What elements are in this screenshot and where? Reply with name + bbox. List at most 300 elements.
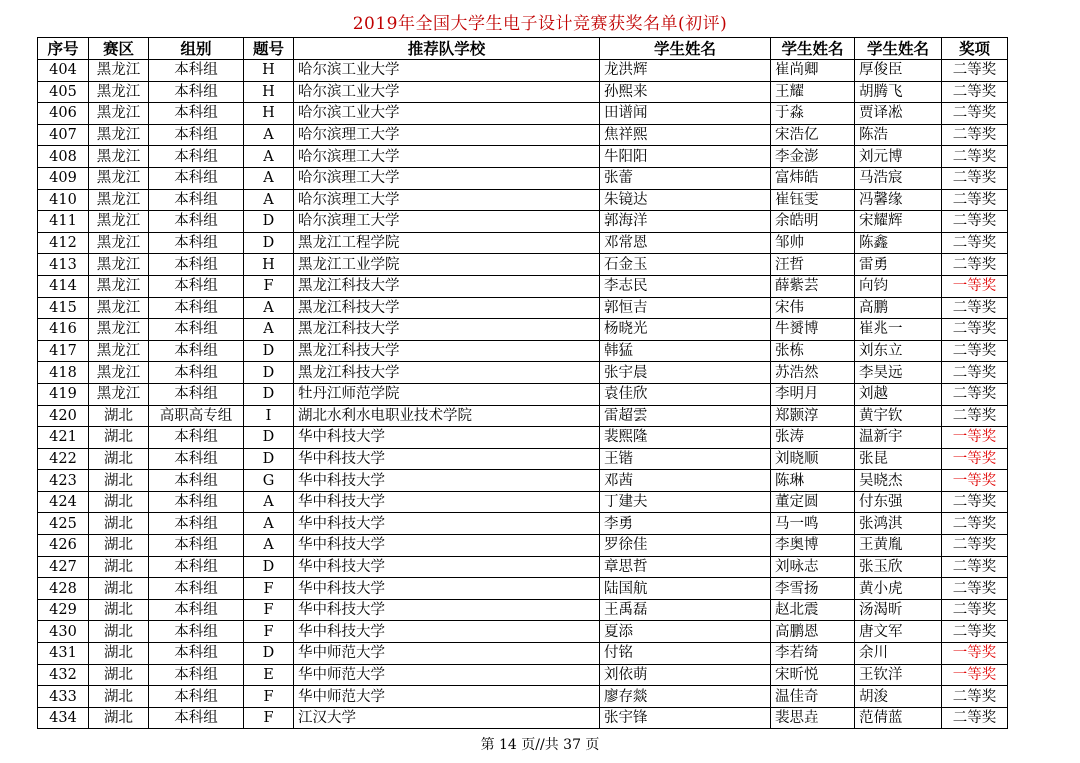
- cell-award: 二等奖: [942, 707, 1008, 729]
- cell-topic-no: G: [244, 470, 294, 492]
- cell-topic-no: A: [244, 189, 294, 211]
- cell-award: 二等奖: [942, 297, 1008, 319]
- cell-topic-no: D: [244, 362, 294, 384]
- cell-region: 黑龙江: [89, 254, 149, 276]
- cell-group: 本科组: [149, 319, 244, 341]
- cell-serial-no: 423: [38, 470, 89, 492]
- cell-group: 本科组: [149, 513, 244, 535]
- cell-student-name-2: 王耀: [771, 81, 855, 103]
- cell-award: 二等奖: [942, 599, 1008, 621]
- cell-region: 湖北: [89, 427, 149, 449]
- cell-topic-no: D: [244, 211, 294, 233]
- cell-group: 本科组: [149, 297, 244, 319]
- cell-region: 湖北: [89, 707, 149, 729]
- table-row: [38, 643, 1008, 665]
- cell-region: 黑龙江: [89, 232, 149, 254]
- cell-serial-no: 416: [38, 319, 89, 341]
- cell-school: 黑龙江科技大学: [294, 297, 600, 319]
- cell-student-name-1: 孙熙来: [600, 81, 771, 103]
- cell-student-name-3: 王黄胤: [855, 535, 942, 557]
- cell-school: 黑龙江科技大学: [294, 340, 600, 362]
- cell-school: 华中科技大学: [294, 470, 600, 492]
- cell-award: 二等奖: [942, 81, 1008, 103]
- cell-school: 黑龙江工程学院: [294, 232, 600, 254]
- cell-region: 黑龙江: [89, 383, 149, 405]
- cell-student-name-1: 朱镜达: [600, 189, 771, 211]
- cell-serial-no: 404: [38, 60, 89, 82]
- cell-topic-no: F: [244, 578, 294, 600]
- cell-award: 二等奖: [942, 578, 1008, 600]
- table-row: [38, 124, 1008, 146]
- cell-student-name-2: 薛紫芸: [771, 275, 855, 297]
- cell-student-name-1: 焦祥熙: [600, 124, 771, 146]
- cell-group: 本科组: [149, 167, 244, 189]
- cell-serial-no: 431: [38, 643, 89, 665]
- table-header-row: [38, 38, 1008, 60]
- cell-student-name-1: 郭恒吉: [600, 297, 771, 319]
- cell-student-name-3: 刘越: [855, 383, 942, 405]
- cell-student-name-2: 宋伟: [771, 297, 855, 319]
- cell-region: 黑龙江: [89, 60, 149, 82]
- cell-region: 黑龙江: [89, 103, 149, 125]
- cell-student-name-1: 刘依萌: [600, 664, 771, 686]
- table-row: [38, 556, 1008, 578]
- cell-school: 华中科技大学: [294, 556, 600, 578]
- cell-group: 本科组: [149, 599, 244, 621]
- cell-topic-no: I: [244, 405, 294, 427]
- cell-topic-no: A: [244, 124, 294, 146]
- cell-group: 本科组: [149, 60, 244, 82]
- cell-award: 一等奖: [942, 427, 1008, 449]
- cell-award: 二等奖: [942, 254, 1008, 276]
- cell-student-name-2: 裴思垚: [771, 707, 855, 729]
- cell-award: 二等奖: [942, 146, 1008, 168]
- cell-student-name-3: 黄宇钦: [855, 405, 942, 427]
- cell-serial-no: 434: [38, 707, 89, 729]
- cell-serial-no: 430: [38, 621, 89, 643]
- cell-topic-no: H: [244, 81, 294, 103]
- cell-student-name-1: 李志民: [600, 275, 771, 297]
- cell-region: 黑龙江: [89, 211, 149, 233]
- table-row: [38, 513, 1008, 535]
- cell-region: 湖北: [89, 664, 149, 686]
- cell-region: 湖北: [89, 470, 149, 492]
- cell-student-name-1: 韩猛: [600, 340, 771, 362]
- table-row: [38, 686, 1008, 708]
- cell-student-name-3: 范倩蓝: [855, 707, 942, 729]
- document-title: 2019年全国大学生电子设计竞赛获奖名单(初评): [352, 14, 728, 34]
- cell-group: 本科组: [149, 578, 244, 600]
- cell-student-name-1: 邓常恩: [600, 232, 771, 254]
- table-row: [38, 405, 1008, 427]
- cell-topic-no: F: [244, 599, 294, 621]
- cell-student-name-1: 杨晓光: [600, 319, 771, 341]
- cell-school: 哈尔滨理工大学: [294, 211, 600, 233]
- cell-student-name-1: 张蕾: [600, 167, 771, 189]
- cell-group: 本科组: [149, 707, 244, 729]
- award-table: [37, 37, 1008, 729]
- cell-award: 二等奖: [942, 535, 1008, 557]
- cell-school: 哈尔滨工业大学: [294, 103, 600, 125]
- cell-topic-no: A: [244, 535, 294, 557]
- cell-student-name-2: 余皓明: [771, 211, 855, 233]
- cell-student-name-3: 黄小虎: [855, 578, 942, 600]
- cell-student-name-3: 汤渴昕: [855, 599, 942, 621]
- cell-serial-no: 410: [38, 189, 89, 211]
- cell-group: 本科组: [149, 275, 244, 297]
- cell-group: 本科组: [149, 232, 244, 254]
- cell-student-name-1: 付铭: [600, 643, 771, 665]
- table-row: [38, 491, 1008, 513]
- cell-student-name-2: 李若绮: [771, 643, 855, 665]
- cell-award: 二等奖: [942, 167, 1008, 189]
- cell-student-name-3: 雷勇: [855, 254, 942, 276]
- cell-student-name-2: 李明月: [771, 383, 855, 405]
- cell-serial-no: 424: [38, 491, 89, 513]
- cell-group: 本科组: [149, 448, 244, 470]
- cell-serial-no: 405: [38, 81, 89, 103]
- cell-school: 华中科技大学: [294, 491, 600, 513]
- cell-school: 华中科技大学: [294, 578, 600, 600]
- cell-group: 本科组: [149, 211, 244, 233]
- cell-topic-no: H: [244, 60, 294, 82]
- cell-student-name-2: 李雪扬: [771, 578, 855, 600]
- cell-student-name-1: 李勇: [600, 513, 771, 535]
- cell-student-name-3: 刘元博: [855, 146, 942, 168]
- cell-region: 黑龙江: [89, 340, 149, 362]
- cell-group: 本科组: [149, 383, 244, 405]
- cell-serial-no: 433: [38, 686, 89, 708]
- cell-serial-no: 432: [38, 664, 89, 686]
- cell-group: 本科组: [149, 254, 244, 276]
- cell-region: 湖北: [89, 621, 149, 643]
- cell-student-name-2: 张栋: [771, 340, 855, 362]
- cell-topic-no: D: [244, 340, 294, 362]
- header-award: 奖项: [942, 38, 1008, 60]
- cell-serial-no: 426: [38, 535, 89, 557]
- cell-award: 一等奖: [942, 664, 1008, 686]
- cell-topic-no: A: [244, 167, 294, 189]
- cell-school: 黑龙江工业学院: [294, 254, 600, 276]
- cell-award: 二等奖: [942, 686, 1008, 708]
- cell-serial-no: 420: [38, 405, 89, 427]
- cell-award: 二等奖: [942, 383, 1008, 405]
- cell-topic-no: F: [244, 686, 294, 708]
- cell-topic-no: A: [244, 146, 294, 168]
- cell-topic-no: D: [244, 556, 294, 578]
- page-footer: 第 14 页//共 37 页: [480, 737, 600, 753]
- cell-student-name-1: 夏添: [600, 621, 771, 643]
- cell-serial-no: 409: [38, 167, 89, 189]
- cell-serial-no: 419: [38, 383, 89, 405]
- header-student-1: 学生姓名: [600, 38, 771, 60]
- cell-student-name-3: 温新宇: [855, 427, 942, 449]
- header-region: 赛区: [89, 38, 149, 60]
- cell-topic-no: A: [244, 513, 294, 535]
- table-row: [38, 60, 1008, 82]
- cell-region: 湖北: [89, 578, 149, 600]
- cell-student-name-3: 冯馨缘: [855, 189, 942, 211]
- cell-award: 二等奖: [942, 621, 1008, 643]
- cell-award: 二等奖: [942, 556, 1008, 578]
- cell-group: 本科组: [149, 103, 244, 125]
- cell-topic-no: D: [244, 427, 294, 449]
- cell-student-name-2: 刘晓顺: [771, 448, 855, 470]
- cell-student-name-1: 邓茜: [600, 470, 771, 492]
- header-no: 序号: [38, 38, 89, 60]
- cell-student-name-3: 胡浚: [855, 686, 942, 708]
- cell-student-name-3: 马浩宸: [855, 167, 942, 189]
- cell-school: 哈尔滨理工大学: [294, 124, 600, 146]
- cell-student-name-3: 刘东立: [855, 340, 942, 362]
- table-row: [38, 189, 1008, 211]
- cell-student-name-1: 郭海洋: [600, 211, 771, 233]
- cell-school: 华中师范大学: [294, 686, 600, 708]
- cell-student-name-1: 王禹磊: [600, 599, 771, 621]
- cell-student-name-2: 宋昕悦: [771, 664, 855, 686]
- cell-school: 华中师范大学: [294, 664, 600, 686]
- cell-group: 本科组: [149, 621, 244, 643]
- table-row: [38, 297, 1008, 319]
- cell-student-name-1: 章思哲: [600, 556, 771, 578]
- cell-serial-no: 413: [38, 254, 89, 276]
- cell-student-name-3: 崔兆一: [855, 319, 942, 341]
- cell-award: 二等奖: [942, 362, 1008, 384]
- cell-region: 湖北: [89, 405, 149, 427]
- cell-award: 二等奖: [942, 232, 1008, 254]
- cell-student-name-3: 宋耀辉: [855, 211, 942, 233]
- cell-topic-no: F: [244, 621, 294, 643]
- table-row: [38, 621, 1008, 643]
- table-row: [38, 470, 1008, 492]
- table-row: [38, 383, 1008, 405]
- cell-student-name-3: 高鹏: [855, 297, 942, 319]
- cell-school: 黑龙江科技大学: [294, 362, 600, 384]
- cell-student-name-2: 张涛: [771, 427, 855, 449]
- cell-group: 本科组: [149, 535, 244, 557]
- cell-student-name-2: 马一鸣: [771, 513, 855, 535]
- cell-student-name-3: 王钦洋: [855, 664, 942, 686]
- cell-topic-no: H: [244, 103, 294, 125]
- cell-school: 哈尔滨理工大学: [294, 189, 600, 211]
- cell-award: 二等奖: [942, 491, 1008, 513]
- cell-student-name-3: 陈鑫: [855, 232, 942, 254]
- cell-student-name-1: 雷超雲: [600, 405, 771, 427]
- cell-student-name-3: 陈浩: [855, 124, 942, 146]
- header-student-3: 学生姓名: [855, 38, 942, 60]
- cell-group: 本科组: [149, 340, 244, 362]
- table-row: [38, 319, 1008, 341]
- cell-serial-no: 422: [38, 448, 89, 470]
- cell-award: 一等奖: [942, 470, 1008, 492]
- cell-region: 湖北: [89, 686, 149, 708]
- table-row: [38, 427, 1008, 449]
- cell-student-name-2: 苏浩然: [771, 362, 855, 384]
- table-row: [38, 707, 1008, 729]
- table-body: [38, 60, 1008, 729]
- table-row: [38, 578, 1008, 600]
- cell-student-name-2: 赵北震: [771, 599, 855, 621]
- cell-student-name-2: 董定圆: [771, 491, 855, 513]
- header-student-2: 学生姓名: [771, 38, 855, 60]
- table-row: [38, 275, 1008, 297]
- cell-school: 华中科技大学: [294, 427, 600, 449]
- table-row: [38, 664, 1008, 686]
- cell-student-name-2: 于淼: [771, 103, 855, 125]
- table-row: [38, 81, 1008, 103]
- cell-group: 本科组: [149, 470, 244, 492]
- cell-school: 牡丹江师范学院: [294, 383, 600, 405]
- cell-serial-no: 407: [38, 124, 89, 146]
- header-topic: 题号: [244, 38, 294, 60]
- cell-school: 湖北水利水电职业技术学院: [294, 405, 600, 427]
- cell-student-name-1: 丁建夫: [600, 491, 771, 513]
- cell-serial-no: 412: [38, 232, 89, 254]
- cell-group: 本科组: [149, 124, 244, 146]
- cell-student-name-1: 袁佳欣: [600, 383, 771, 405]
- cell-award: 二等奖: [942, 340, 1008, 362]
- table-row: [38, 362, 1008, 384]
- cell-student-name-3: 付东强: [855, 491, 942, 513]
- cell-region: 黑龙江: [89, 319, 149, 341]
- cell-topic-no: F: [244, 707, 294, 729]
- cell-group: 本科组: [149, 643, 244, 665]
- cell-student-name-2: 邹帅: [771, 232, 855, 254]
- cell-region: 黑龙江: [89, 124, 149, 146]
- cell-school: 华中科技大学: [294, 621, 600, 643]
- cell-school: 哈尔滨工业大学: [294, 81, 600, 103]
- cell-region: 黑龙江: [89, 167, 149, 189]
- cell-group: 本科组: [149, 686, 244, 708]
- cell-topic-no: E: [244, 664, 294, 686]
- cell-school: 哈尔滨理工大学: [294, 167, 600, 189]
- table-row: [38, 535, 1008, 557]
- cell-school: 哈尔滨理工大学: [294, 146, 600, 168]
- header-group: 组别: [149, 38, 244, 60]
- cell-student-name-1: 龙洪辉: [600, 60, 771, 82]
- cell-student-name-1: 裴熙隆: [600, 427, 771, 449]
- cell-student-name-2: 郑颢淳: [771, 405, 855, 427]
- cell-region: 黑龙江: [89, 81, 149, 103]
- cell-student-name-1: 陆国航: [600, 578, 771, 600]
- table-row: [38, 599, 1008, 621]
- cell-student-name-3: 向钧: [855, 275, 942, 297]
- cell-school: 华中科技大学: [294, 513, 600, 535]
- cell-topic-no: A: [244, 491, 294, 513]
- cell-student-name-2: 高鹏恩: [771, 621, 855, 643]
- table-row: [38, 254, 1008, 276]
- cell-student-name-1: 田谱闻: [600, 103, 771, 125]
- cell-serial-no: 425: [38, 513, 89, 535]
- header-school: 推荐队学校: [294, 38, 600, 60]
- cell-award: 二等奖: [942, 189, 1008, 211]
- cell-region: 黑龙江: [89, 189, 149, 211]
- cell-group: 本科组: [149, 189, 244, 211]
- cell-serial-no: 429: [38, 599, 89, 621]
- cell-region: 湖北: [89, 599, 149, 621]
- cell-region: 湖北: [89, 535, 149, 557]
- cell-group: 本科组: [149, 556, 244, 578]
- cell-group: 高职高专组: [149, 405, 244, 427]
- cell-school: 华中科技大学: [294, 448, 600, 470]
- cell-serial-no: 421: [38, 427, 89, 449]
- cell-student-name-3: 厚俊臣: [855, 60, 942, 82]
- cell-student-name-2: 富炜皓: [771, 167, 855, 189]
- cell-school: 华中师范大学: [294, 643, 600, 665]
- cell-award: 一等奖: [942, 448, 1008, 470]
- cell-group: 本科组: [149, 146, 244, 168]
- cell-serial-no: 414: [38, 275, 89, 297]
- cell-school: 黑龙江科技大学: [294, 275, 600, 297]
- cell-student-name-3: 余川: [855, 643, 942, 665]
- table-row: [38, 232, 1008, 254]
- cell-student-name-3: 张玉欣: [855, 556, 942, 578]
- cell-school: 哈尔滨工业大学: [294, 60, 600, 82]
- cell-student-name-1: 张宇晨: [600, 362, 771, 384]
- cell-serial-no: 427: [38, 556, 89, 578]
- table-row: [38, 340, 1008, 362]
- cell-topic-no: A: [244, 319, 294, 341]
- cell-region: 黑龙江: [89, 146, 149, 168]
- cell-student-name-1: 廖存燚: [600, 686, 771, 708]
- cell-student-name-2: 汪哲: [771, 254, 855, 276]
- cell-award: 二等奖: [942, 405, 1008, 427]
- cell-student-name-2: 崔钰雯: [771, 189, 855, 211]
- cell-topic-no: D: [244, 232, 294, 254]
- cell-topic-no: F: [244, 275, 294, 297]
- cell-award: 二等奖: [942, 124, 1008, 146]
- cell-student-name-2: 崔尚卿: [771, 60, 855, 82]
- cell-serial-no: 406: [38, 103, 89, 125]
- cell-student-name-2: 李奥博: [771, 535, 855, 557]
- table-row: [38, 103, 1008, 125]
- cell-serial-no: 408: [38, 146, 89, 168]
- cell-student-name-3: 胡腾飞: [855, 81, 942, 103]
- cell-student-name-2: 陈琳: [771, 470, 855, 492]
- cell-topic-no: D: [244, 643, 294, 665]
- cell-school: 黑龙江科技大学: [294, 319, 600, 341]
- cell-region: 黑龙江: [89, 297, 149, 319]
- cell-topic-no: D: [244, 383, 294, 405]
- cell-award: 二等奖: [942, 211, 1008, 233]
- cell-region: 湖北: [89, 643, 149, 665]
- cell-serial-no: 418: [38, 362, 89, 384]
- cell-group: 本科组: [149, 81, 244, 103]
- cell-topic-no: H: [244, 254, 294, 276]
- cell-student-name-2: 牛赟博: [771, 319, 855, 341]
- cell-award: 一等奖: [942, 643, 1008, 665]
- cell-region: 湖北: [89, 448, 149, 470]
- cell-award: 二等奖: [942, 60, 1008, 82]
- cell-award: 一等奖: [942, 275, 1008, 297]
- cell-topic-no: A: [244, 297, 294, 319]
- cell-student-name-3: 吴晓杰: [855, 470, 942, 492]
- cell-region: 黑龙江: [89, 275, 149, 297]
- cell-topic-no: D: [244, 448, 294, 470]
- table-row: [38, 146, 1008, 168]
- cell-region: 湖北: [89, 513, 149, 535]
- cell-student-name-1: 罗徐佳: [600, 535, 771, 557]
- cell-region: 湖北: [89, 556, 149, 578]
- cell-student-name-3: 贾译凇: [855, 103, 942, 125]
- table-row: [38, 167, 1008, 189]
- cell-student-name-1: 王锴: [600, 448, 771, 470]
- cell-school: 华中科技大学: [294, 599, 600, 621]
- cell-student-name-1: 石金玉: [600, 254, 771, 276]
- cell-school: 江汉大学: [294, 707, 600, 729]
- cell-student-name-3: 李昊远: [855, 362, 942, 384]
- cell-student-name-2: 宋浩亿: [771, 124, 855, 146]
